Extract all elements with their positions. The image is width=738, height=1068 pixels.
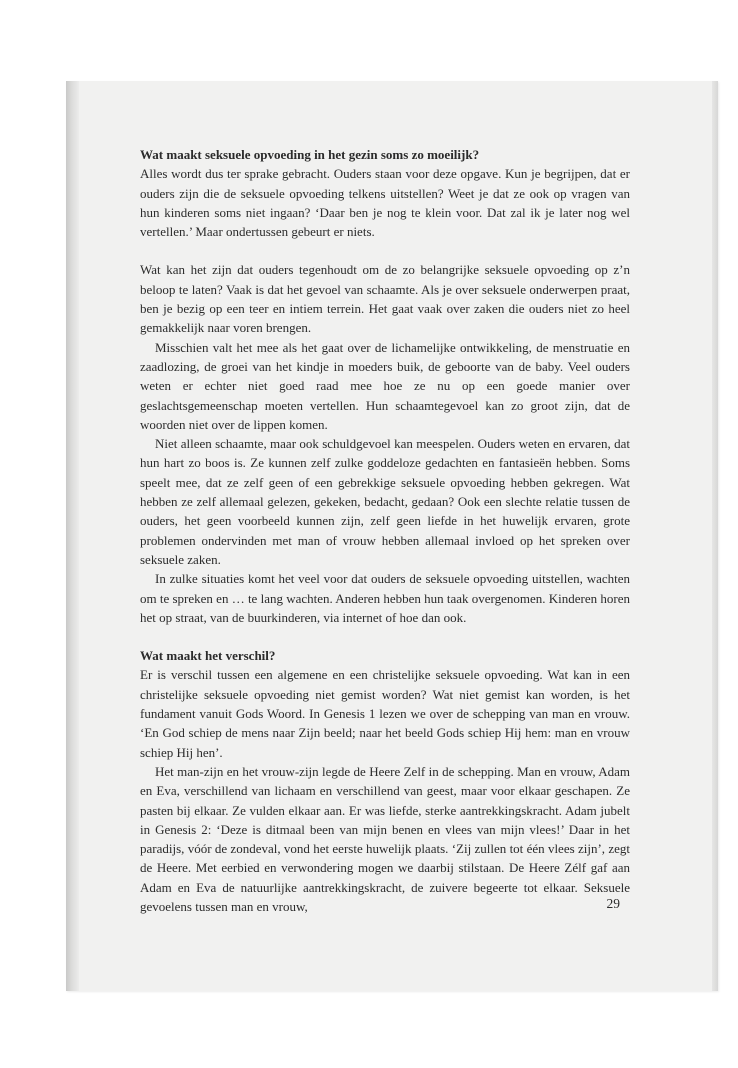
section-heading: Wat maakt seksuele opvoeding in het gezin soms zo moeilijk? bbox=[140, 147, 480, 162]
paragraph-gap bbox=[140, 241, 630, 260]
paragraph: Alles wordt dus ter sprake gebracht. Ouders staan voor deze opgave. Kun je begrijpen, dat er ouders zijn die de seksuele opvoeding telkens uitstellen? Weet je dat ze ook op vragen van hun kinderen soms niet ingaan? ‘Daar ben je nog te klein voor. Dat zal ik je later nog wel vertellen.’ Maar ondertussen gebeurt er niets. bbox=[140, 166, 630, 240]
book-page bbox=[66, 81, 718, 991]
paragraph: Wat kan het zijn dat ouders tegenhoudt om de zo belangrijke seksuele opvoeding op z’n beloop te laten? Vaak is dat het gevoel van schaamte. Als je over seksuele onderwerpen praat, ben je bezig op een teer en intiem terrein. Het gaat vaak over zaken die ouders niet zo heel gemakkelijk naar voren brengen. bbox=[140, 262, 630, 336]
paragraph: In zulke situaties komt het veel voor dat ouders de seksuele opvoeding uitstellen, wachten om te spreken en … te lang wachten. Anderen hebben hun taak overgenomen. Kinderen horen het op straat, van de buurkinderen, via internet of hoe dan ook. bbox=[140, 571, 630, 625]
paragraph: Niet alleen schaamte, maar ook schuldgevoel kan meespelen. Ouders weten en ervaren, dat hun hart zo boos is. Ze kunnen zelf zulke goddeloze gedachten en fantasieën hebben. Soms speelt mee, dat ze zelf geen of een gebrekkige seksuele opvoeding hebben gekregen. Wat hebben ze zelf allemaal gelezen, gekeken, bedacht, gedaan? Ook een slechte relatie tussen de ouders, het geen voorbeeld kunnen zijn, zelf geen liefde in het huwelijk ervaren, grote problemen ondervinden met man of vrouw hebben allemaal invloed op het spreken over seksuele zaken. bbox=[140, 436, 630, 567]
text-block bbox=[140, 145, 630, 916]
page-number: 29 bbox=[606, 896, 620, 911]
section-heading: Wat maakt het verschil? bbox=[140, 648, 276, 664]
paragraph: Misschien valt het mee als het gaat over de lichamelijke ontwikkeling, de menstruatie en zaadlozing, de groei van het kindje in moeders buik, de geboorte van de baby. Veel ouders weten er echter niet goed raad mee hoe ze nu op een goede manier over geslachtsgemeenschap moeten vertellen. Hun schaamtegevoel kan zo groot zijn, dat de woorden niet over de lippen komen. bbox=[140, 339, 630, 432]
page-fore-edge bbox=[712, 81, 718, 991]
paragraph: Het man-zijn en het vrouw-zijn legde de Heere Zelf in de schepping. Man en vrouw, Adam en Eva, verschillend van lichaam en verschillend van geest, maar voor elkaar geschapen. Ze pasten bij elkaar. Ze vulden elkaar aan. Er was liefde, sterke aantrekkingskracht. Adam jubelt in Genesis 2: ‘Deze is ditmaal been van mijn benen en vlees van mijn vlees!’ Daar in het paradijs, vóór de zondeval, vond het eerste huwelijk plaats. ‘Zij zullen tot één vlees zijn’, zegt de Heere. Met eerbied en verwondering mogen we daarbij stilstaan. De Heere Zélf gaf aan Adam en Eva de natuurlijke aantrekkingskracht, de zuivere begeerte tot elkaar. Seksuele gevoelens tussen man en vrouw, bbox=[140, 763, 630, 914]
section-gap bbox=[140, 627, 630, 646]
paragraph: Er is verschil tussen een algemene en een christelijke seksuele opvoeding. Wat kan in een christelijke seksuele opvoeding niet gemist worden? Wat niet gemist kan worden, is het fundament vanuit Gods Woord. In Genesis 1 lezen we over de schepping van man en vrouw. ‘En God schiep de mens naar Zijn beeld; naar het beeld Gods schiep Hij hem: man en vrouw schiep Hij hen’. bbox=[140, 667, 630, 760]
book-spine bbox=[66, 81, 79, 991]
